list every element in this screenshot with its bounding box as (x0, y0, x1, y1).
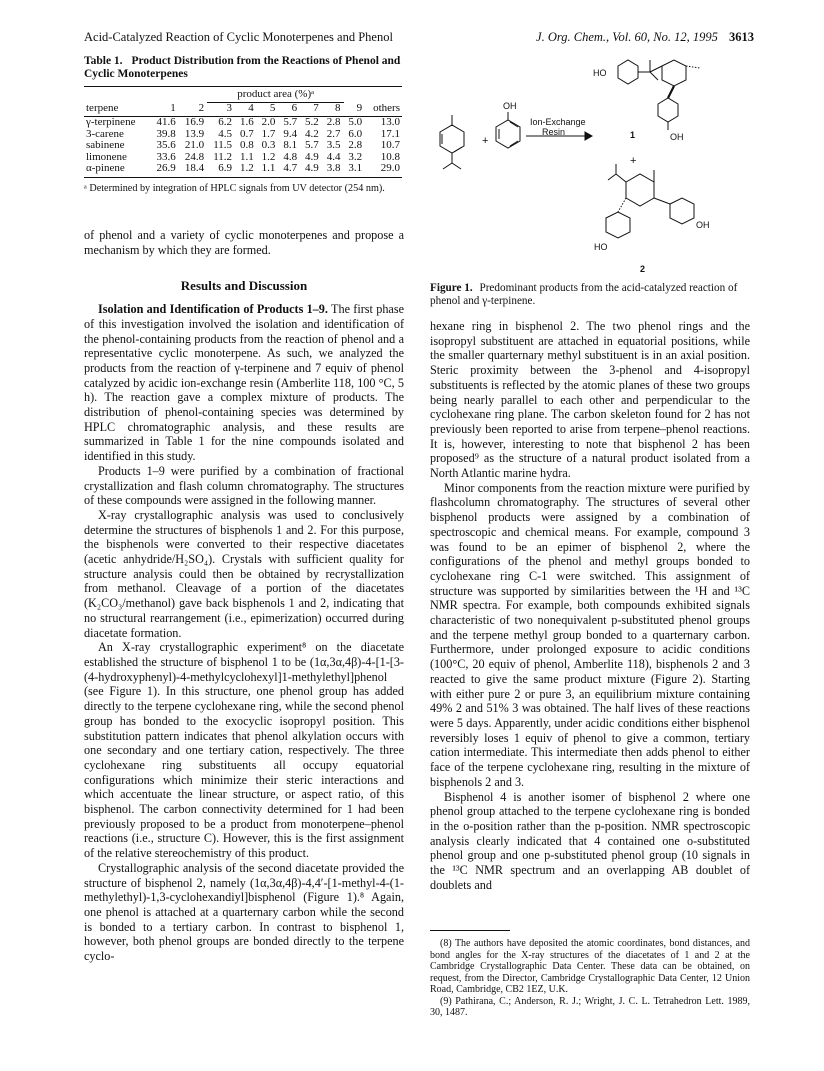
area-value-cell: 1.1 (239, 150, 254, 163)
area-value-cell: 2.8 (348, 139, 363, 151)
area-value-cell: 5.0 (348, 116, 363, 128)
area-value-cell: 29.0 (364, 163, 402, 177)
area-value-cell: 5.2 (305, 116, 319, 128)
area-value-cell: 9.4 (283, 127, 298, 140)
area-value-cell: 1.6 (239, 116, 254, 128)
terpene-name-cell: sabinene (86, 139, 125, 151)
bisphenol-1-ho-label: HO (593, 68, 607, 78)
paragraph-bisphenol-2: Crystallographic analysis of the second diacetate provided the structure of bisphenol 2, namely (1α,3α,4β)-4,4′-[1-methyl-4-(1-methylethyl)-1,3-cyclohexandiyl]bisphenol (Figure 1).⁸ Again, one phenol is attached at a quarternary carbon while the second is bonded to a tertiary carbon. In contrast to bisphenol 1, however, both phenol groups are bonded directly to the terpene cyclo- (84, 860, 404, 964)
running-header-journal (536, 30, 754, 45)
compound-2-number: 2 (640, 264, 646, 274)
column-header: 8 (321, 103, 343, 117)
area-value-cell: 3.2 (348, 150, 363, 163)
table-row (84, 117, 402, 129)
area-value-cell: 24.8 (184, 150, 205, 163)
paragraph-minor-components: Minor components from the reaction mixture were purified by flashcolumn chromatography. The structures of several other bisphenol products were assigned by a combination of spectroscopic and chemical means. For example, compound 3 was found to be an epimer of bisphenol 2, where the configurations of the phenol and methyl groups bonded to cyclohexane ring C-1 were switched. This assignment of structure was supported by similarities between the ¹H and ¹³C NMR spectra. For example, both compounds exhibited signals characteristic of two nonequivalent p-substituted phenol groups and the terpene methyl group bonded to a quarternary carbon. Furthermore, under prolonged exposure to acidic conditions (100°C, 20 equiv of phenol, Amberlite 118), bisphenols 2 and 3 reacted to give the same product mixture (Figure 2). Starting with either pure 2 or pure 3, an equilibrium mixture containing 49% 2 and 51% 3 was obtained. The half lives of these reactions were 5 days. Apparently, under acidic conditions either bisphenol reversibly loses 1 equiv of phenol to give a common, tertiary cation intermediate. This intermediate then adds phenol to either face of the terpene cyclohexane ring, resulting in the mixture of bisphenols 2 and 3. (430, 480, 750, 789)
column-header: 6 (277, 103, 299, 117)
column-header: 4 (234, 103, 256, 117)
area-value-cell: 13.9 (184, 127, 205, 140)
table-title: Product Distribution from the Reactions of Phenol and Cyclic Monoterpenes (84, 55, 401, 80)
area-value-cell: 13.0 (380, 116, 400, 128)
bisphenol-1-oh-label: OH (670, 132, 684, 142)
area-value-cell: 5.7 (283, 116, 298, 128)
subsection-heading: Isolation and Identification of Products 1–9. (98, 302, 328, 317)
area-value-cell: 0.8 (239, 139, 254, 151)
area-value-cell: 0.7 (239, 127, 254, 140)
area-value-cell: 1.2 (234, 163, 256, 177)
table-footnote: ᵃ Determined by integration of HPLC signals from UV detector (254 nm). (84, 183, 385, 194)
area-value-cell: 10.7 (380, 139, 400, 151)
terpene-name-cell: α-pinene (84, 163, 149, 177)
table-label: Table 1. (84, 55, 123, 67)
column-header: 9 (342, 103, 364, 117)
area-value-cell: 6.0 (348, 127, 363, 140)
area-value-cell: 4.9 (305, 150, 319, 163)
bisphenol-2-ho-label: HO (594, 242, 608, 252)
area-value-cell: 26.9 (149, 163, 177, 177)
footnote-9: (9) Pathirana, C.; Anderson, R. J.; Wright, J. C. L. Tetrahedron Lett. 1989, 30, 1487. (430, 995, 750, 1018)
text-column-left (84, 228, 404, 964)
gamma-terpinene-structure (440, 115, 464, 169)
column-header: 2 (178, 103, 206, 117)
area-value-cell: 39.8 (156, 127, 176, 140)
paragraph-bisphenol-1: An X-ray crystallographic experiment⁸ on the diacetate established the structure of bisphenol 1 to be (1α,3α,4β)-4-[1-[3-(4-hydroxyphenyl)-4-methylcyclohexyl]1-methylethyl]phenol (see Figure 1). In this structure, one phenol group has added directly to the terpene cyclohexane ring, while the second phenol group has bonded to the exocyclic isopropyl position. This substitution pattern indicates that phenol alkylation occurs with one secondary and one tertiary cation, respectively. The three cyclohexane ring substituents all occupy equatorial configurations which minimize their steric interactions and which accentuate the linear structure, or aspect ratio, of this bisphenol. The carbon connectivity determined for 1 had been previously proposed to be a product from monoterpene–phenol reactions (i.e., structure C). However, this is the first assignment of the relative stereochemistry of this product. (84, 640, 404, 861)
area-value-cell: 1.1 (256, 163, 278, 177)
column-header: terpene (84, 103, 149, 117)
area-value-cell: 2.8 (326, 116, 341, 128)
column-header: 7 (299, 103, 321, 117)
figure-caption-text: Predominant products from the acid-catalyzed reaction of phenol and γ-terpinene. (430, 282, 738, 307)
area-value-cell: 11.2 (213, 150, 233, 163)
terpene-name-cell: limonene (86, 150, 127, 163)
area-value-cell: 11.5 (213, 139, 233, 151)
area-value-cell: 41.6 (156, 116, 176, 128)
arrow-head-icon (585, 132, 592, 140)
footnote-8: (8) The authors have deposited the atomic coordinates, bond distances, and bond angles for the X-ray structures of the diacetates of 1 and 2 at the Cambridge Crystallographic Data Center. These data can be obtained, on request, from the Director, Cambridge Crystallographic Data Center, 12 Union Road, Cambridge, CB2 1EZ, U.K. (430, 938, 750, 995)
area-value-cell: 1.2 (261, 150, 276, 163)
area-value-cell: 3.5 (326, 139, 341, 151)
area-value-cell: 3.8 (321, 163, 343, 177)
reaction-scheme (430, 52, 760, 282)
figure-label: Figure 1. (430, 282, 473, 294)
area-value-cell: 6.9 (206, 163, 234, 177)
page-number: 3613 (729, 30, 754, 44)
terpene-name-cell: γ-terpinene (86, 116, 136, 128)
area-value-cell: 2.7 (326, 127, 341, 140)
area-value-cell: 21.0 (184, 139, 205, 151)
area-value-cell: 3.1 (342, 163, 364, 177)
running-header-title: Acid-Catalyzed Reaction of Cyclic Monoterpenes and Phenol (84, 30, 393, 44)
table-group-header: product area (%)ᵃ (149, 87, 402, 103)
area-value-cell: 4.2 (305, 127, 319, 140)
area-value-cell: 16.9 (184, 116, 205, 128)
catalyst-label-line2: Resin (542, 127, 566, 137)
table-body (84, 117, 402, 178)
paragraph-bisphenol-2-cont: hexane ring in bisphenol 2. The two phenol rings and the isopropyl substituent are attached in equatorial positions, while the smaller quarternary methyl substituent is in an axial position. Steric proximity between the 3-phenol and 4-isopropyl substituents is reflected by the atomic planes of these two groups being nearly parallel to each other and perpendicular to the cyclohexane ring plane. The carbon skeleton found for 2 has not previously been reported to arise from terpene–phenol reactions. It is, however, interesting to note that bisphenol 2 has been proposed⁹ as the structure of a natural product isolated from a North Atlantic marine hydra. (430, 319, 750, 481)
bisphenol-1-structure (618, 60, 700, 130)
paragraph-purification: Products 1–9 were purified by a combination of fractional crystallization and flash column chromatography. The structures of these compounds were assigned in the following manner. (84, 463, 404, 508)
paragraph-bisphenol-4: Bisphenol 4 is another isomer of bisphenol 2 where one phenol group attached to the terpene cyclohexane ring is bonded in the o-position rather than the p-position. NMR spectroscopic analysis clearly indicated that 4 contained one o-substituted phenol group and one p-substituted phenol group (10 signals in the ¹³C NMR spectrum and an overlapping AB doublet of doublets and (430, 789, 750, 892)
area-value-cell: 4.7 (277, 163, 299, 177)
column-header: 1 (149, 103, 177, 117)
section-heading: Results and Discussion (180, 278, 308, 294)
column-header: 5 (256, 103, 278, 117)
compound-1-number: 1 (630, 130, 636, 140)
area-value-cell: 8.1 (283, 139, 298, 151)
table-row (84, 140, 402, 152)
area-value-cell: 4.4 (326, 150, 341, 163)
catalyst-label-line1: Ion-Exchange (530, 117, 586, 127)
bisphenol-2-structure (606, 164, 694, 238)
footnotes (430, 938, 750, 1019)
bisphenol-2-oh-label: OH (696, 220, 710, 230)
plus-sign-2: + (630, 155, 637, 167)
area-value-cell: 33.6 (156, 150, 176, 163)
journal-citation: J. Org. Chem., Vol. 60, No. 12, 1995 (536, 30, 718, 44)
area-value-cell: 5.7 (305, 139, 319, 151)
area-value-cell: 1.7 (261, 127, 276, 140)
phenol-oh-label: OH (503, 101, 517, 111)
area-value-cell: 2.0 (261, 116, 276, 128)
area-value-cell: 4.9 (299, 163, 321, 177)
area-value-cell: 35.6 (156, 139, 176, 151)
product-distribution-table (84, 86, 402, 178)
table-row (84, 163, 402, 177)
paragraph-isolation: Isolation and Identification of Products 1–9. The first phase of this investigation involved the isolation and identification of the phenol-containing products from the reaction of phenol and a representative cyclic monoterpene. As such, we analyzed the products from the reaction of γ-terpinene and 7 equiv of phenol catalyzed by acidic ion-exchange resin (Amberlite 118, 100 °C, 5 h). The reaction gave a complex mixture of products. The distribution of phenol-containing species was determined by HPLC chromatographic analysis, and these results are summarized in Table 1 for the nine compounds isolated and identified in this study. (84, 302, 404, 464)
text-column-right (430, 319, 750, 892)
plus-sign: + (482, 135, 489, 147)
area-value-cell: 18.4 (178, 163, 206, 177)
paragraph-intro-end: of phenol and a variety of cyclic monoterpenes and propose a mechanism by which they are formed. (84, 228, 404, 257)
area-value-cell: 4.8 (283, 150, 298, 163)
column-header: others (364, 103, 402, 117)
figure-caption (430, 282, 750, 308)
area-value-cell: 10.8 (380, 150, 400, 163)
footnote-rule (430, 930, 510, 931)
area-value-cell: 6.2 (218, 116, 233, 128)
column-header: 3 (206, 103, 234, 117)
table-header-row (84, 103, 402, 117)
area-value-cell: 0.3 (261, 139, 276, 151)
paragraph-xray: X-ray crystallographic analysis was used to conclusively determine the structures of bisphenols 1 and 2. For this purpose, the bisphenols were converted to their respective diacetates (acetic anhydride/H₂SO₄). Crystals with sufficient quality for structure analysis could then be obtained by recrystallization from methanol. Cleavage of a portion of the diacetates (K₂CO₃/methanol) gave back bisphenols 1 and 2, indicating that no structural rearrangement (i.e., epimerization) occurred during diacetate formation. (84, 507, 404, 640)
terpene-name-cell: 3-carene (86, 127, 124, 140)
figure-1 (430, 52, 760, 282)
table-caption (84, 55, 404, 81)
area-value-cell: 4.5 (218, 127, 233, 140)
phenol-structure (496, 112, 520, 148)
area-value-cell: 17.1 (380, 127, 400, 140)
